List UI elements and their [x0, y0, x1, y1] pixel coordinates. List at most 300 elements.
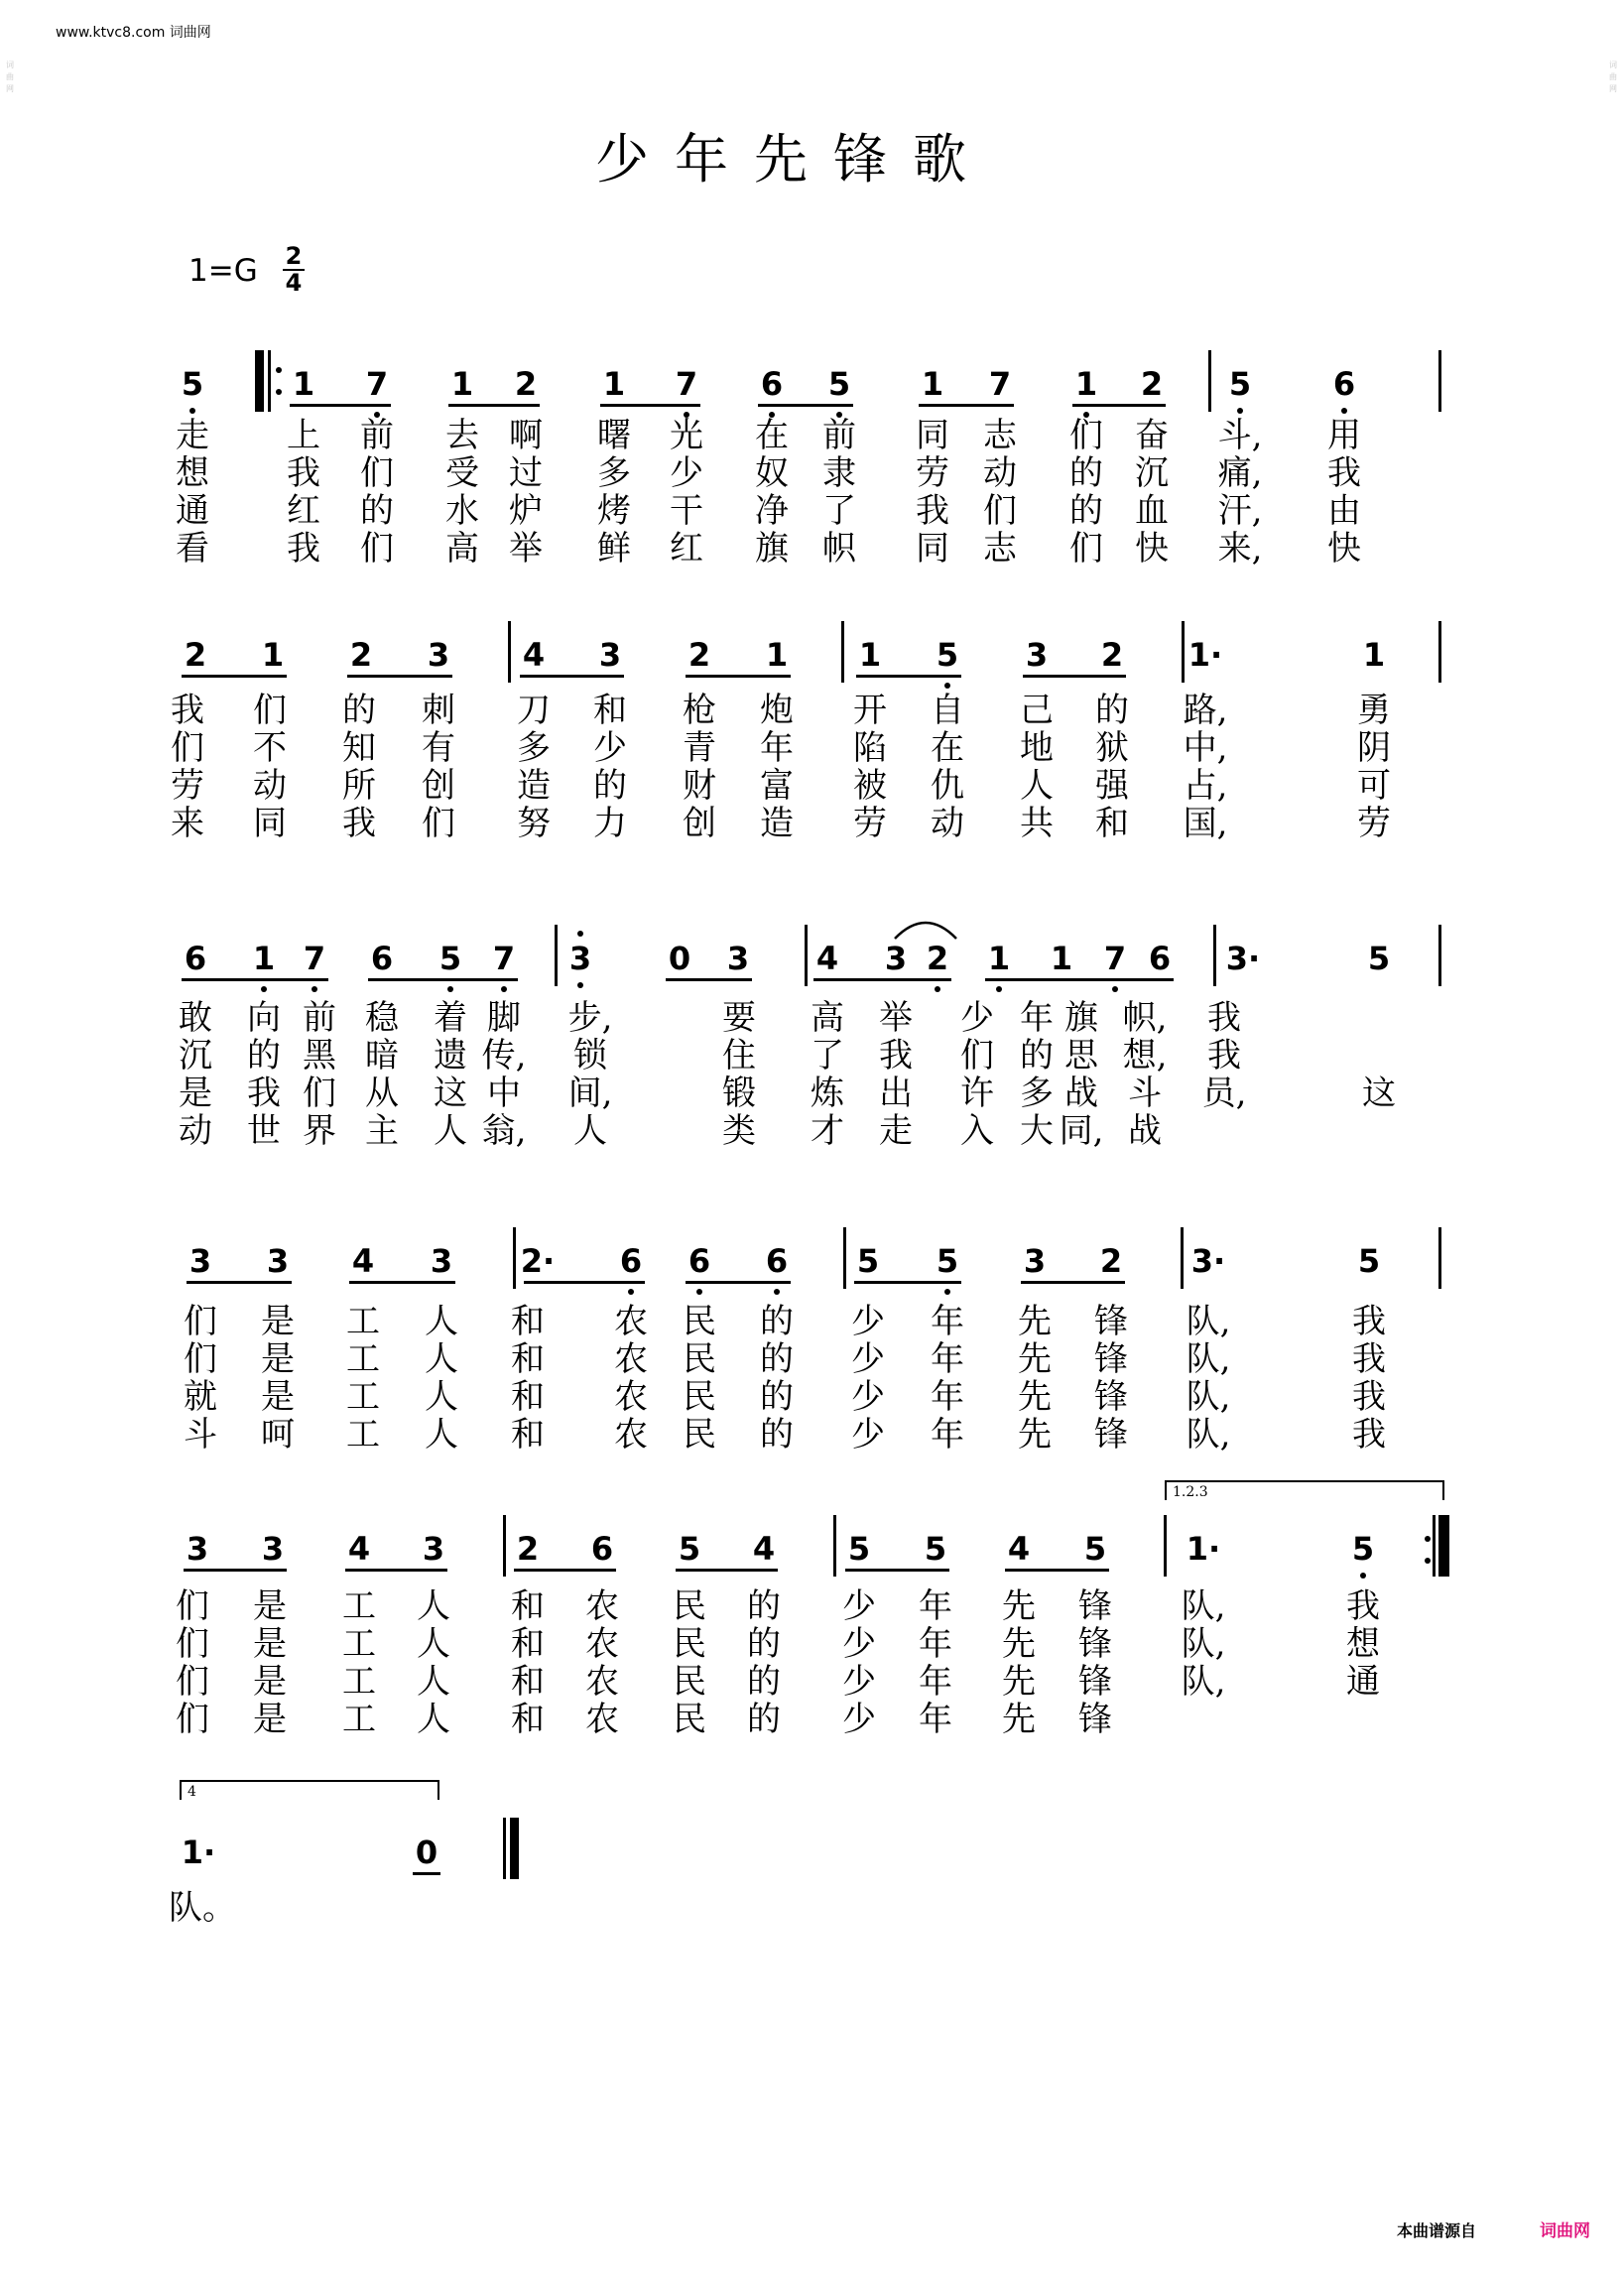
- lyric: 先: [1018, 1302, 1052, 1341]
- note: 4: [522, 636, 546, 674]
- lyric: 前: [303, 998, 336, 1038]
- lyric: 住: [722, 1036, 756, 1075]
- lyric: 先: [1002, 1662, 1036, 1702]
- lyric: 锋: [1078, 1586, 1112, 1626]
- lyric: 是: [253, 1624, 287, 1664]
- lyric: 劳: [916, 453, 949, 493]
- octave-dot: [944, 1289, 950, 1295]
- beam-underline: [514, 1569, 616, 1572]
- beam-underline: [413, 1872, 440, 1875]
- note: 2: [1140, 365, 1164, 403]
- octave-dot: [1112, 986, 1118, 992]
- octave-dot: [577, 931, 583, 937]
- lyric: 要: [722, 998, 756, 1038]
- lyric: 步,: [567, 998, 613, 1038]
- lyric: 农: [585, 1624, 619, 1664]
- note: 3: [266, 1242, 290, 1280]
- note: 2: [1099, 1242, 1123, 1280]
- note: 0: [668, 940, 691, 977]
- lyric: 少: [842, 1700, 876, 1739]
- lyric: 人: [425, 1302, 458, 1341]
- footer-brand: 词曲网: [1540, 2221, 1590, 2241]
- lyric: 的: [760, 1302, 794, 1341]
- lyric: 少: [960, 998, 994, 1038]
- lyric: 炉: [509, 491, 543, 531]
- lyric: 枪: [683, 691, 716, 730]
- lyric: 年: [931, 1339, 964, 1379]
- lyric: 的: [760, 1339, 794, 1379]
- note: 1: [921, 365, 944, 403]
- lyric: 工: [342, 1700, 376, 1739]
- lyric: 人: [417, 1662, 450, 1702]
- lyric: 在: [755, 416, 789, 455]
- lyric: 中,: [1183, 728, 1228, 768]
- lyric: 们: [184, 1302, 217, 1341]
- beam-underline: [1021, 1281, 1125, 1284]
- lyric: 农: [614, 1415, 648, 1455]
- lyric: 先: [1018, 1415, 1052, 1455]
- repeat-end-thick-bar: [1440, 1515, 1449, 1577]
- lyric: 农: [585, 1662, 619, 1702]
- beam-underline: [1005, 1569, 1109, 1572]
- lyric: 人: [434, 1111, 467, 1151]
- lyric: 我: [287, 529, 320, 569]
- lyric: 和: [511, 1415, 545, 1455]
- lyric: 的: [760, 1377, 794, 1417]
- lyric: 我: [1352, 1302, 1386, 1341]
- lyric: 是: [253, 1700, 287, 1739]
- note: 5: [1228, 365, 1252, 403]
- bar-line: [1181, 1227, 1184, 1289]
- lyric: 们: [171, 728, 204, 768]
- beam-underline: [856, 675, 961, 678]
- note: 2·: [520, 1242, 556, 1280]
- lyric: 可: [1357, 766, 1391, 806]
- lyric: 思: [1064, 1036, 1098, 1075]
- lyric: 奋: [1135, 416, 1169, 455]
- beam-underline: [182, 675, 287, 678]
- note: 5: [1083, 1530, 1107, 1568]
- lyric: 不: [253, 728, 287, 768]
- note: 2: [516, 1530, 540, 1568]
- note: 5: [936, 636, 959, 674]
- octave-dot: [628, 1289, 634, 1295]
- lyric: 劳: [1357, 804, 1391, 843]
- note: 5: [678, 1530, 701, 1568]
- note: 7: [675, 365, 698, 403]
- lyric: 农: [614, 1377, 648, 1417]
- lyric: 的: [1095, 691, 1129, 730]
- note: 7: [365, 365, 389, 403]
- lyric: 我: [247, 1074, 281, 1113]
- lyric: 的: [747, 1662, 781, 1702]
- lyric: 人: [417, 1700, 450, 1739]
- lyric: 队,: [1186, 1339, 1231, 1379]
- lyric: 光: [670, 416, 703, 455]
- lyric: 民: [673, 1586, 706, 1626]
- note: 6: [760, 365, 784, 403]
- lyric: 队,: [1186, 1415, 1231, 1455]
- note: 7: [988, 365, 1012, 403]
- lyric: 锁: [573, 1036, 607, 1075]
- repeat-dot: [1425, 1536, 1431, 1542]
- lyric: 旗: [755, 529, 789, 569]
- beam-underline: [854, 1281, 961, 1284]
- lyric: 少: [670, 453, 703, 493]
- note: 6: [184, 940, 207, 977]
- lyric: 人: [1020, 766, 1054, 806]
- lyric: 沉: [1135, 453, 1169, 493]
- bar-line: [1438, 350, 1441, 412]
- lyric: 锋: [1094, 1377, 1128, 1417]
- lyric: 员,: [1201, 1074, 1247, 1113]
- note: 3: [430, 1242, 453, 1280]
- bar-line: [555, 925, 558, 986]
- octave-dot: [261, 986, 267, 992]
- lyric: 痛,: [1217, 453, 1263, 493]
- lyric: 工: [342, 1624, 376, 1664]
- octave-dot: [312, 986, 317, 992]
- lyric: 鲜: [597, 529, 631, 569]
- repeat-dot: [1425, 1558, 1431, 1564]
- bar-line: [1164, 1515, 1167, 1577]
- lyric: 年: [919, 1700, 952, 1739]
- note: 5: [936, 1242, 959, 1280]
- lyric: 炼: [811, 1074, 844, 1113]
- octave-dot: [774, 1289, 780, 1295]
- note: 4: [815, 940, 839, 977]
- note: 4: [347, 1530, 371, 1568]
- beam-underline: [813, 978, 951, 981]
- lyric: 自: [931, 691, 964, 730]
- bar-line: [841, 621, 844, 683]
- lyric: 占,: [1183, 766, 1228, 806]
- lyric: 隶: [822, 453, 856, 493]
- lyric: 入: [960, 1111, 994, 1151]
- octave-dot: [944, 683, 950, 689]
- lyric: 和: [511, 1377, 545, 1417]
- lyric: 是: [253, 1662, 287, 1702]
- lyric: 劳: [853, 804, 887, 843]
- note: 1: [261, 636, 285, 674]
- key-signature: 1=G: [188, 253, 258, 289]
- bar-line: [1213, 925, 1216, 986]
- repeat-start-thick-bar: [255, 350, 264, 412]
- octave-dot: [1360, 1573, 1366, 1579]
- octave-dot: [1237, 408, 1243, 414]
- lyric: 农: [614, 1302, 648, 1341]
- lyric: 暗: [365, 1036, 399, 1075]
- lyric: 人: [425, 1377, 458, 1417]
- lyric: 和: [593, 691, 627, 730]
- lyric: 民: [673, 1624, 706, 1664]
- note: 1·: [1186, 1530, 1221, 1568]
- volta-first-label: 1.2.3: [1173, 1484, 1208, 1500]
- lyric: 的: [360, 491, 394, 531]
- lyric: 先: [1018, 1339, 1052, 1379]
- note: 2: [926, 940, 949, 977]
- lyric: 快: [1135, 529, 1169, 569]
- note: 6: [590, 1530, 614, 1568]
- bar-line: [1438, 621, 1441, 683]
- lyric: 我: [1327, 453, 1361, 493]
- lyric: 队,: [1186, 1302, 1231, 1341]
- lyric: 少: [842, 1662, 876, 1702]
- lyric: 红: [670, 529, 703, 569]
- octave-dot: [935, 986, 940, 992]
- lyric: 人: [417, 1624, 450, 1664]
- lyric: 民: [683, 1302, 716, 1341]
- lyric: 同: [916, 529, 949, 569]
- lyric: 举: [879, 998, 913, 1038]
- lyric: 锻: [722, 1074, 756, 1113]
- lyric: 同: [253, 804, 287, 843]
- lyric: 年: [919, 1662, 952, 1702]
- note: 6: [370, 940, 394, 977]
- lyric: 来,: [1217, 529, 1263, 569]
- lyric: 许: [960, 1074, 994, 1113]
- lyric: 人: [573, 1111, 607, 1151]
- lyric: 少: [851, 1415, 885, 1455]
- lyric: 在: [931, 728, 964, 768]
- lyric: 用: [1327, 416, 1361, 455]
- note: 1: [765, 636, 789, 674]
- lyric: 志: [983, 529, 1017, 569]
- lyric: 黑: [303, 1036, 336, 1075]
- lyric: 的: [747, 1624, 781, 1664]
- lyric: 的: [1020, 1036, 1054, 1075]
- lyric: 想: [1346, 1624, 1380, 1664]
- lyric: 前: [360, 416, 394, 455]
- lyric: 干: [670, 491, 703, 531]
- lyric: 敢: [179, 998, 212, 1038]
- note: 6: [619, 1242, 643, 1280]
- lyric: 是: [261, 1377, 295, 1417]
- lyric: 少: [851, 1339, 885, 1379]
- lyric: 民: [673, 1662, 706, 1702]
- lyric: 走: [176, 416, 209, 455]
- beam-underline: [349, 1281, 455, 1284]
- lyric: 是: [179, 1074, 212, 1113]
- lyric: 工: [346, 1302, 380, 1341]
- lyric: 想: [176, 453, 209, 493]
- lyric: 的: [747, 1586, 781, 1626]
- note: 3: [884, 940, 908, 977]
- lyric: 们: [360, 453, 394, 493]
- lyric: 们: [176, 1700, 209, 1739]
- bar-line: [843, 1227, 846, 1289]
- volta-second-ending: [180, 1780, 439, 1800]
- lyric: 间,: [567, 1074, 613, 1113]
- lyric: 看: [176, 529, 209, 569]
- lyric: 去: [445, 416, 479, 455]
- note: 1: [1050, 940, 1073, 977]
- lyric: 们: [960, 1036, 994, 1075]
- note: 5: [1367, 940, 1391, 977]
- lyric: 同: [916, 416, 949, 455]
- lyric: 路,: [1183, 691, 1228, 730]
- lyric: 劳: [171, 766, 204, 806]
- lyric: 我: [1346, 1586, 1380, 1626]
- note: 1·: [1187, 636, 1223, 674]
- lyric: 们: [1069, 416, 1103, 455]
- lyric: 们: [184, 1339, 217, 1379]
- lyric: 陷: [853, 728, 887, 768]
- note: 5: [827, 365, 851, 403]
- lyric: 动: [253, 766, 287, 806]
- lyric: 锋: [1094, 1339, 1128, 1379]
- lyric: 帜: [822, 529, 856, 569]
- lyric: 少: [842, 1624, 876, 1664]
- note: 7: [492, 940, 516, 977]
- lyric: 先: [1002, 1624, 1036, 1664]
- bar-line: [1438, 925, 1441, 986]
- note: 1: [252, 940, 276, 977]
- lyric: 和: [511, 1339, 545, 1379]
- lyric: 高: [445, 529, 479, 569]
- lyric: 旗: [1064, 998, 1098, 1038]
- note: 1: [450, 365, 474, 403]
- lyric: 传,: [481, 1036, 527, 1075]
- lyric: 从: [365, 1074, 399, 1113]
- note: 1: [1074, 365, 1098, 403]
- note: 3·: [1190, 1242, 1226, 1280]
- bar-line: [805, 925, 808, 986]
- lyric: 刀: [517, 691, 551, 730]
- beam-underline: [1023, 675, 1126, 678]
- octave-dot: [696, 1289, 702, 1295]
- lyric: 着: [434, 998, 467, 1038]
- note: 5: [1357, 1242, 1381, 1280]
- lyric: 创: [422, 766, 455, 806]
- lyric: 少: [842, 1586, 876, 1626]
- note: 3: [598, 636, 622, 674]
- note: 6: [687, 1242, 711, 1280]
- lyric: 就: [184, 1377, 217, 1417]
- note: 0: [415, 1834, 438, 1871]
- note: 2: [1100, 636, 1124, 674]
- lyric: 多: [597, 453, 631, 493]
- lyric: 知: [342, 728, 376, 768]
- lyric: 队,: [1181, 1624, 1226, 1664]
- lyric: 的: [747, 1700, 781, 1739]
- lyric: 年: [931, 1415, 964, 1455]
- lyric: 我: [1207, 998, 1241, 1038]
- lyric: 动: [931, 804, 964, 843]
- repeat-dot: [276, 367, 282, 373]
- note: 7: [303, 940, 326, 977]
- note: 3: [427, 636, 450, 674]
- lyric: 地: [1020, 728, 1054, 768]
- beam-underline: [666, 978, 752, 981]
- bar-line: [1182, 621, 1185, 683]
- lyric: 少: [593, 728, 627, 768]
- lyric: 努: [517, 804, 551, 843]
- footer-source: 本曲谱源自: [1397, 2221, 1477, 2240]
- lyric: 的: [760, 1415, 794, 1455]
- lyric: 工: [342, 1586, 376, 1626]
- lyric: 奴: [755, 453, 789, 493]
- lyric: 有: [422, 728, 455, 768]
- lyric: 的: [593, 766, 627, 806]
- lyric: 年: [1020, 998, 1054, 1038]
- lyric: 们: [983, 491, 1017, 531]
- lyric: 曙: [597, 416, 631, 455]
- lyric: 前: [822, 416, 856, 455]
- bar-line: [508, 621, 511, 683]
- note: 4: [351, 1242, 375, 1280]
- left-watermark: 词曲网: [6, 61, 14, 93]
- lyric: 我: [1352, 1415, 1386, 1455]
- lyric: 年: [760, 728, 794, 768]
- octave-dot: [189, 408, 195, 414]
- lyric: 们: [253, 691, 287, 730]
- lyric: 同,: [1059, 1111, 1104, 1151]
- lyric: 民: [683, 1415, 716, 1455]
- lyric: 农: [614, 1339, 648, 1379]
- repeat-start-thin-bar: [268, 350, 271, 412]
- volta-first-ending: [1165, 1480, 1444, 1500]
- lyric: 队,: [1181, 1586, 1226, 1626]
- repeat-end-thin-bar: [1433, 1515, 1436, 1577]
- lyric: 和: [511, 1624, 545, 1664]
- lyric: 的: [247, 1036, 281, 1075]
- final-thin-bar: [503, 1818, 506, 1879]
- note: 3·: [1225, 940, 1261, 977]
- lyric: 队。: [169, 1888, 236, 1928]
- lyric: 通: [176, 491, 209, 531]
- beam-underline: [845, 1569, 949, 1572]
- lyric: 呵: [261, 1415, 295, 1455]
- lyric: 刺: [422, 691, 455, 730]
- lyric: 受: [445, 453, 479, 493]
- lyric: 民: [683, 1377, 716, 1417]
- lyric: 血: [1135, 491, 1169, 531]
- lyric: 和: [1095, 804, 1129, 843]
- lyric: 来: [171, 804, 204, 843]
- note: 5: [856, 1242, 880, 1280]
- lyric: 财: [683, 766, 716, 806]
- lyric: 创: [683, 804, 716, 843]
- lyric: 造: [760, 804, 794, 843]
- beam-underline: [985, 978, 1174, 981]
- note: 1: [292, 365, 315, 403]
- note: 1: [858, 636, 882, 674]
- octave-dot: [447, 986, 453, 992]
- lyric: 炮: [760, 691, 794, 730]
- octave-dot: [501, 986, 507, 992]
- lyric: 们: [360, 529, 394, 569]
- lyric: 强: [1095, 766, 1129, 806]
- lyric: 们: [176, 1624, 209, 1664]
- beam-underline: [368, 978, 518, 981]
- song-title: 少年先锋歌: [595, 128, 992, 190]
- note: 3: [1025, 636, 1049, 674]
- lyric: 的: [342, 691, 376, 730]
- lyric: 和: [511, 1662, 545, 1702]
- lyric: 民: [673, 1700, 706, 1739]
- lyric: 先: [1002, 1586, 1036, 1626]
- lyric: 的: [1069, 453, 1103, 493]
- lyric: 是: [261, 1339, 295, 1379]
- lyric: 青: [683, 728, 716, 768]
- bar-line: [1438, 1227, 1441, 1289]
- lyric: 是: [253, 1586, 287, 1626]
- octave-dot: [577, 982, 583, 988]
- lyric: 举: [509, 529, 543, 569]
- lyric: 这: [434, 1074, 467, 1113]
- note: 2: [184, 636, 207, 674]
